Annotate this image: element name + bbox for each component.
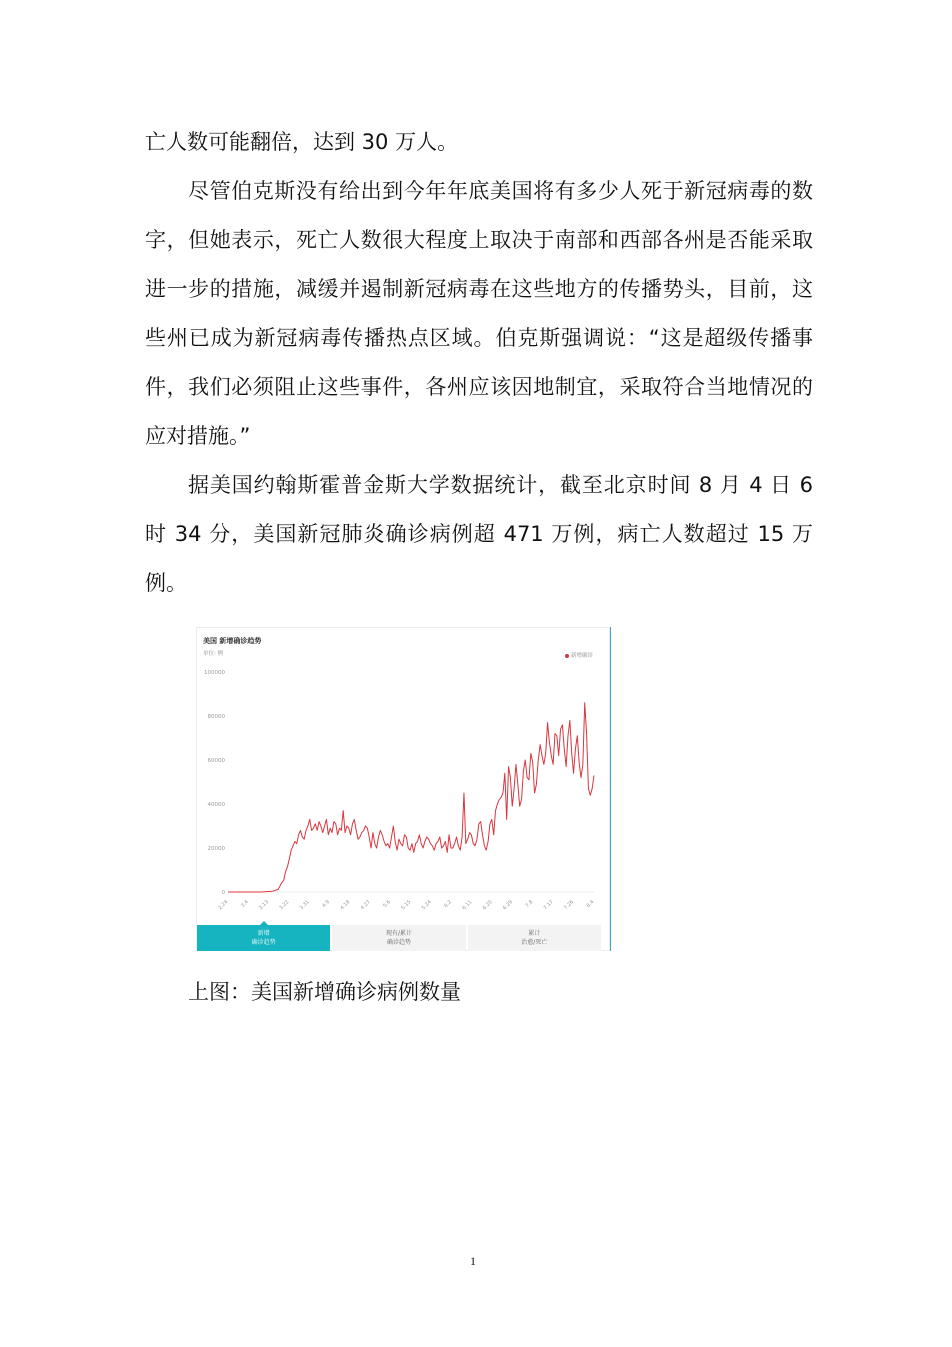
tab-recovered-deaths-line2: 治愈/死亡 xyxy=(521,939,548,946)
x-tick-label: 8.4 xyxy=(585,899,596,910)
x-tick-label: 7.26 xyxy=(562,899,576,912)
y-tick-label: 20000 xyxy=(207,846,225,852)
x-tick-label: 6.2 xyxy=(443,899,454,910)
tab-current-cumulative[interactable] xyxy=(332,925,465,951)
x-tick-label: 7.8 xyxy=(524,899,535,910)
paragraph-2: 尽管伯克斯没有给出到今年年底美国将有多少人死于新冠病毒的数字，但她表示，死亡人数很大程度上取决于南部和西部各州是否能采取进一步的措施，减缓并遏制新冠病毒在这些地方的传播势头，目前，这些州已成为新冠病毒传播热点区域。伯克斯强调说：“这是超级传播事件，我们必须阻止这些事件，各州应该因地制宜，采取符合当地情况的应对措施。” xyxy=(145,179,813,448)
x-tick-label: 2.24 xyxy=(217,899,230,912)
series-line-new-confirmed xyxy=(228,703,594,892)
chart-legend xyxy=(565,651,593,659)
y-tick-label: 0 xyxy=(221,890,225,896)
chart-side-border xyxy=(610,627,611,951)
chart-plot xyxy=(197,628,609,924)
page-number: 1 xyxy=(470,1254,476,1268)
x-tick-label: 3.4 xyxy=(239,899,250,910)
tab-recovered-deaths-line1: 累计 xyxy=(528,930,541,937)
x-tick-label: 6.11 xyxy=(461,899,474,912)
tab-current-cumulative-line1: 现有/累计 xyxy=(385,930,412,937)
tab-new-confirmed-line2: 确诊趋势 xyxy=(251,939,276,946)
legend-marker xyxy=(565,654,569,658)
legend-label: 新增确诊 xyxy=(570,653,593,659)
paragraph-1: 亡人数可能翻倍，达到 30 万人。 xyxy=(145,130,459,154)
tab-new-confirmed-line1: 新增 xyxy=(257,930,270,937)
x-tick-label: 5.24 xyxy=(420,899,433,912)
x-tick-label: 6.20 xyxy=(481,899,494,912)
tab-current-cumulative-line2: 确诊趋势 xyxy=(386,939,411,946)
tab-new-confirmed[interactable] xyxy=(197,925,330,951)
x-tick-label: 3.13 xyxy=(257,899,271,912)
x-tick-label: 7.17 xyxy=(542,899,555,912)
figure-caption: 上图：美国新增确诊病例数量 xyxy=(188,980,461,1004)
chart-title: 美国 新增确诊趋势 xyxy=(203,637,262,645)
y-tick-label: 80000 xyxy=(207,714,225,720)
chart-tabs xyxy=(197,925,601,951)
y-tick-label: 60000 xyxy=(207,758,225,764)
paragraph-3: 据美国约翰斯霍普金斯大学数据统计，截至北京时间 8 月 4 日 6 时 34 分，美国新冠肺炎确诊病例超 471 万例，病亡人数超过 15 万例。 xyxy=(145,473,813,595)
x-tick-label: 6.29 xyxy=(501,899,515,912)
x-tick-label: 5.6 xyxy=(382,899,393,910)
x-tick-label: 3.22 xyxy=(278,899,291,912)
x-tick-label: 4.9 xyxy=(321,899,332,910)
y-tick-label: 40000 xyxy=(207,802,225,808)
x-tick-label: 4.27 xyxy=(359,899,372,912)
chart-figure xyxy=(196,627,610,951)
tab-recovered-deaths[interactable] xyxy=(468,925,601,951)
chart-unit-label: 单位: 例 xyxy=(203,651,224,657)
x-tick-label: 3.31 xyxy=(298,899,311,912)
y-tick-label: 100000 xyxy=(204,670,225,676)
x-tick-label: 4.18 xyxy=(339,899,352,912)
x-tick-label: 5.15 xyxy=(400,899,413,912)
